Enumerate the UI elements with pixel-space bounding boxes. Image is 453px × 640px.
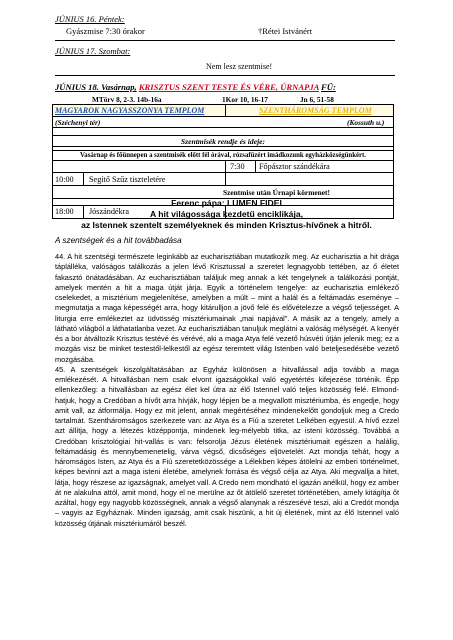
order-heading: Szentmisék rendje és ideje: bbox=[53, 136, 393, 147]
address-left: (Széchenyi tér) bbox=[55, 118, 101, 127]
address-row bbox=[53, 117, 393, 128]
procession-note: Szentmise után Úrnapi körmenet! bbox=[223, 188, 330, 197]
church-right: SZENTHÁROMSÁG TEMPLOM bbox=[259, 106, 372, 115]
saturday-heading: JÚNIUS 17. Szombat: bbox=[55, 46, 131, 56]
reading-1: MTörv 8, 2-3. 14b-16a bbox=[92, 95, 162, 104]
mass-intention: Főpásztor szándékára bbox=[259, 162, 330, 171]
divider bbox=[55, 40, 395, 41]
church-row bbox=[53, 105, 393, 117]
spacer bbox=[53, 128, 393, 136]
mass-time: 10:00 bbox=[55, 175, 74, 184]
mass-intention: Segítő Szűz tiszteletére bbox=[89, 175, 166, 184]
reading-3: Jn 6, 51-58 bbox=[300, 95, 334, 104]
article-title-1: Ferenc pápa: LUMEN FIDEI bbox=[171, 198, 282, 208]
mass-intention: Jószándékra bbox=[89, 207, 130, 216]
divider bbox=[55, 75, 395, 76]
friday-mass: Gyászmise 7:30 órakor bbox=[66, 26, 145, 36]
article-subheading: A szentségek és a hit továbbadása bbox=[55, 236, 182, 245]
sunday-feast: KRISZTUS SZENT TESTE ÉS VÉRE, ÚRNAPJA bbox=[138, 82, 319, 92]
sunday-suffix: FÜ: bbox=[321, 82, 336, 92]
paragraph-44: 44. A hit szentségi természete leginkább az eucharisztiában mutatkozik meg. Az eucharisztia a hit drága táplálléka, valóságos találkozás a jelen lévő Krisztussal a szeretet legnagyobb tettében, az ő életet fakasztó önátadásában. Az eucharisztiában találjuk meg annak a két tengelynek a találkozási pontját, amelyek mentén a hit a maga útját járja. Egyik a történelem tengelye: az eucharisztia emlékező cselekedet, a misztérium megjelenítése, amelyben a múlt – mint a halál és a feltámadás eseménye – megmutatja a maga képességét arra, hogy kitárulljon a jövő felé és elővételezze a végső teljességet. A liturgia erre emlékeztet az üdvösség misztériumainak „mai napjával”. A másik az a tengely, amely a látható világból a láthatatlanba vezet. Az eucharisztiában tanuljuk meglátni a valóság mélységét. A kenyér és a bor átváltozik Krisztus testévé és vérévé, aki a maga Atya felé vezető húsvéti útján jelenik meg; ez a mozgás visz be minket testestől-lelkestől az egész teremtett világ Istenben való beteljesedésébe vezető mozgásába. bbox=[55, 252, 399, 364]
rosary-note: Vasárnap és főünnepen a szentmisék előtt fél órával, rózsafüzért imádkozunk egyházközségünkért. bbox=[53, 151, 393, 161]
saturday-note: Nem lesz szentmise! bbox=[206, 62, 273, 71]
friday-deceased: †Rétei Istvánért bbox=[258, 26, 313, 36]
reading-2: 1Kor 10, 16-17 bbox=[222, 95, 268, 104]
church-left: MAGYAROK NAGYASSZONYA TEMPLOM bbox=[55, 106, 205, 115]
sunday-date: JÚNIUS 18. Vasárnap, bbox=[55, 82, 137, 92]
article-body bbox=[55, 252, 399, 529]
article-title-3: az Istennek szentelt személyeknek és minden Krisztus-hívőnek a hitről. bbox=[81, 220, 372, 230]
address-right: (Kossuth u.) bbox=[347, 118, 385, 127]
friday-heading: JÚNIUS 16. Péntek: bbox=[55, 14, 125, 24]
article-title-2: A hit világossága kezdetű enciklikája, bbox=[150, 209, 303, 219]
schedule-row bbox=[53, 161, 393, 173]
schedule-row bbox=[53, 173, 393, 186]
mass-time: 7:30 bbox=[230, 162, 245, 171]
mass-time: 18:00 bbox=[55, 207, 74, 216]
sunday-heading bbox=[55, 82, 336, 92]
paragraph-45: 45. A szentségek kiszolgáltatásában az Egyház különösen a hitvallással adja tovább a maga emlékezését. A hitvallásban nem csak elvont igazságokkal való egyetértés kifejezése történik. Épp ellenkezőleg: a hitvallásban az egész élet kel útra az élő Istennel való teljes közösség felé. Elmond-hatjuk, hogy a Credóban a hívőt arra hívják, hogy lépjen be a megvallott misztériumba, és engedje, hogy amit vall, az átformálja. Hogy ez mit jelent, annak megértéséhez mindenekelőtt gondoljuk meg a Credo tartalmát. Szentháromságos szerkezete van: az Atya és a Fiú a szeretet Lelkében egyesül. A hívő ezzel azt állítja, hogy a létezés középpontja, mindenek leg-mélyebb titka, az isteni közösség. Továbbá a Credóban krisztológiai hit-vallás is van: felsorolja Jézus életének misztériumait egészen a halálig, feltámadásig és mennybemenetelig, várva végső, dicsőséges eljövetelét. Azt mondja tehát, hogy a háromságos Isten, az Atya és a Fiú szeretetközössége a Lélekben képes átölelni az emberi történelmet, képes bevinni azt a maga isteni életébe, amelynek forrása és végső célja az Atya. Aki megvallja a hitet, látja, hogy részese az igazságnak, amelyet vall. A Credo nem mondható el igazán anélkül, hogy ez amber át ne alakulna attól, amit mond, hogy el ne merülne az őt átölelő szeretet történetében, amely kitágítja őt azáltal, hogy egy nagyobb közösségnek, annak a végső alanynak a részesévé teszi, aki a Credót mondja – vagyis az Egyháznak. Minden igazság, amit csak hiszünk, a hit új életének, mint az élő Istennel való közösség útjának misztériumáról beszél. bbox=[55, 364, 399, 528]
